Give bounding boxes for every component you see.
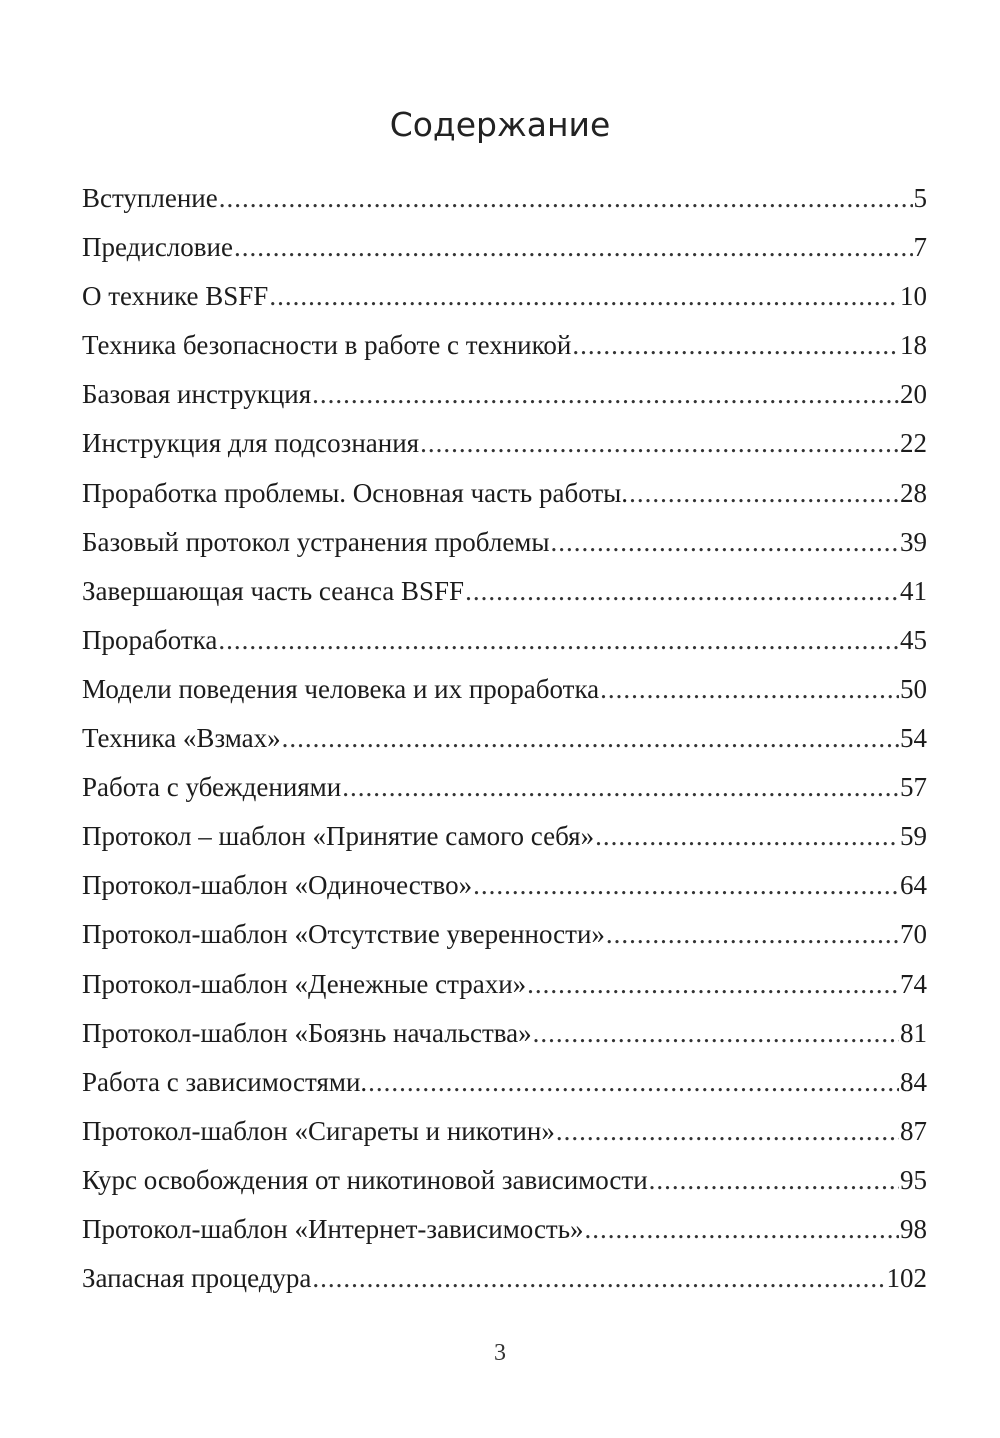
dot-leader	[465, 567, 899, 616]
toc-entry-title: Техника «Взмах»	[82, 723, 281, 754]
toc-entry	[82, 419, 927, 468]
dot-leader	[312, 370, 899, 419]
toc-entry-page: 10	[900, 281, 927, 312]
toc-entry	[82, 714, 927, 763]
toc-entry-page: 20	[900, 379, 927, 410]
toc-entry-title: Работа с зависимостями.	[82, 1066, 368, 1097]
dot-leader	[629, 469, 899, 518]
dot-leader	[282, 714, 899, 763]
toc-entry-title: Модели поведения человека и их проработка	[82, 673, 600, 704]
dot-leader	[649, 1156, 899, 1205]
toc-entry-title: Инструкция для подсознания	[82, 428, 420, 459]
toc-entry	[82, 910, 927, 959]
page-number: 3	[494, 1340, 506, 1366]
dot-leader	[473, 861, 899, 910]
toc-entry	[82, 174, 927, 223]
toc-entry-title: Протокол-шаблон «Интернет-зависимость»	[82, 1213, 584, 1244]
dot-leader	[269, 272, 899, 321]
toc-entry-page: 18	[900, 330, 927, 361]
toc-entry-page: 70	[900, 919, 927, 950]
toc-entry-page: 22	[900, 428, 927, 459]
dot-leader	[595, 812, 899, 861]
toc-entry-title: Базовая инструкция	[82, 379, 312, 410]
toc-entry-page: 102	[886, 1263, 927, 1294]
toc-entry-title: Проработка	[82, 624, 218, 655]
toc-entry-page: 87	[900, 1115, 927, 1146]
toc-entry-page: 59	[900, 821, 927, 852]
toc-entry-title: Протокол-шаблон «Боязнь начальства»	[82, 1017, 532, 1048]
toc-entry	[82, 812, 927, 861]
toc-entry	[82, 616, 927, 665]
dot-leader	[551, 518, 899, 567]
toc-entry-title: Протокол-шаблон «Денежные страхи»	[82, 968, 527, 999]
toc-entry-title: Работа с убеждениями	[82, 772, 342, 803]
toc-entry-page: 57	[900, 772, 927, 803]
toc-entry	[82, 960, 927, 1009]
toc-entry	[82, 1254, 927, 1303]
toc-entry-page: 74	[900, 968, 927, 999]
toc-entry	[82, 272, 927, 321]
toc-entry-title: Техника безопасности в работе с техникой	[82, 330, 572, 361]
toc-entry	[82, 1205, 927, 1254]
toc-entry-page: 54	[900, 723, 927, 754]
toc-entry-title: Вступление	[82, 183, 218, 213]
toc-entry-page: 41	[900, 575, 927, 606]
dot-leader	[234, 223, 913, 272]
dot-leader	[312, 1254, 885, 1303]
dot-leader	[420, 419, 899, 468]
toc-entry-title: О технике BSFF	[82, 281, 269, 312]
toc-entry-title: Протокол-шаблон «Отсутствие уверенности»	[82, 919, 605, 950]
toc-entry	[82, 665, 927, 714]
contents-heading: Содержание	[389, 105, 611, 144]
toc-entry	[82, 518, 927, 567]
toc-entry-title: Запасная процедура	[82, 1263, 312, 1294]
toc-entry-page: 50	[900, 673, 927, 704]
dot-leader	[606, 910, 899, 959]
toc-entry	[82, 763, 927, 812]
toc-entry-title: Завершающая часть сеанса BSFF	[82, 575, 465, 606]
toc-entry	[82, 1156, 927, 1205]
toc-entry-page: 64	[900, 870, 927, 901]
toc-entry-page: 84	[900, 1066, 927, 1097]
toc-entry	[82, 567, 927, 616]
toc-entry-page: 95	[900, 1164, 927, 1195]
dot-leader	[572, 321, 899, 370]
dot-leader	[218, 616, 899, 665]
toc-entry	[82, 861, 927, 910]
toc-entry	[82, 223, 927, 272]
toc-entry	[82, 469, 927, 518]
dot-leader	[219, 174, 913, 223]
toc-entry-page: 81	[900, 1017, 927, 1048]
toc-entry-page: 28	[900, 477, 927, 508]
toc-entry-title: Проработка проблемы. Основная часть работы.	[82, 477, 629, 508]
toc-entry	[82, 1058, 927, 1107]
table-of-contents	[82, 174, 927, 1303]
toc-entry-title: Протокол – шаблон «Принятие самого себя»	[82, 821, 595, 852]
toc-entry-title: Курс освобождения от никотиновой зависимости	[82, 1164, 648, 1195]
toc-entry-title: Предисловие	[82, 232, 233, 263]
toc-entry-page: 7	[913, 232, 927, 263]
toc-entry	[82, 370, 927, 419]
toc-entry	[82, 1107, 927, 1156]
toc-entry-title: Протокол-шаблон «Одиночество»	[82, 870, 473, 901]
dot-leader	[533, 1009, 899, 1058]
toc-entry-page: 5	[913, 183, 927, 213]
dot-leader	[342, 763, 899, 812]
toc-entry	[82, 321, 927, 370]
toc-entry-title: Протокол-шаблон «Сигареты и никотин»	[82, 1115, 555, 1146]
dot-leader	[556, 1107, 899, 1156]
toc-entry-page: 45	[900, 624, 927, 655]
toc-entry-page: 39	[900, 526, 927, 557]
dot-leader	[600, 665, 899, 714]
dot-leader	[368, 1058, 899, 1107]
dot-leader	[585, 1205, 899, 1254]
toc-entry-title: Базовый протокол устранения проблемы	[82, 526, 550, 557]
toc-entry-page: 98	[900, 1213, 927, 1244]
toc-entry	[82, 1009, 927, 1058]
dot-leader	[527, 960, 899, 1009]
